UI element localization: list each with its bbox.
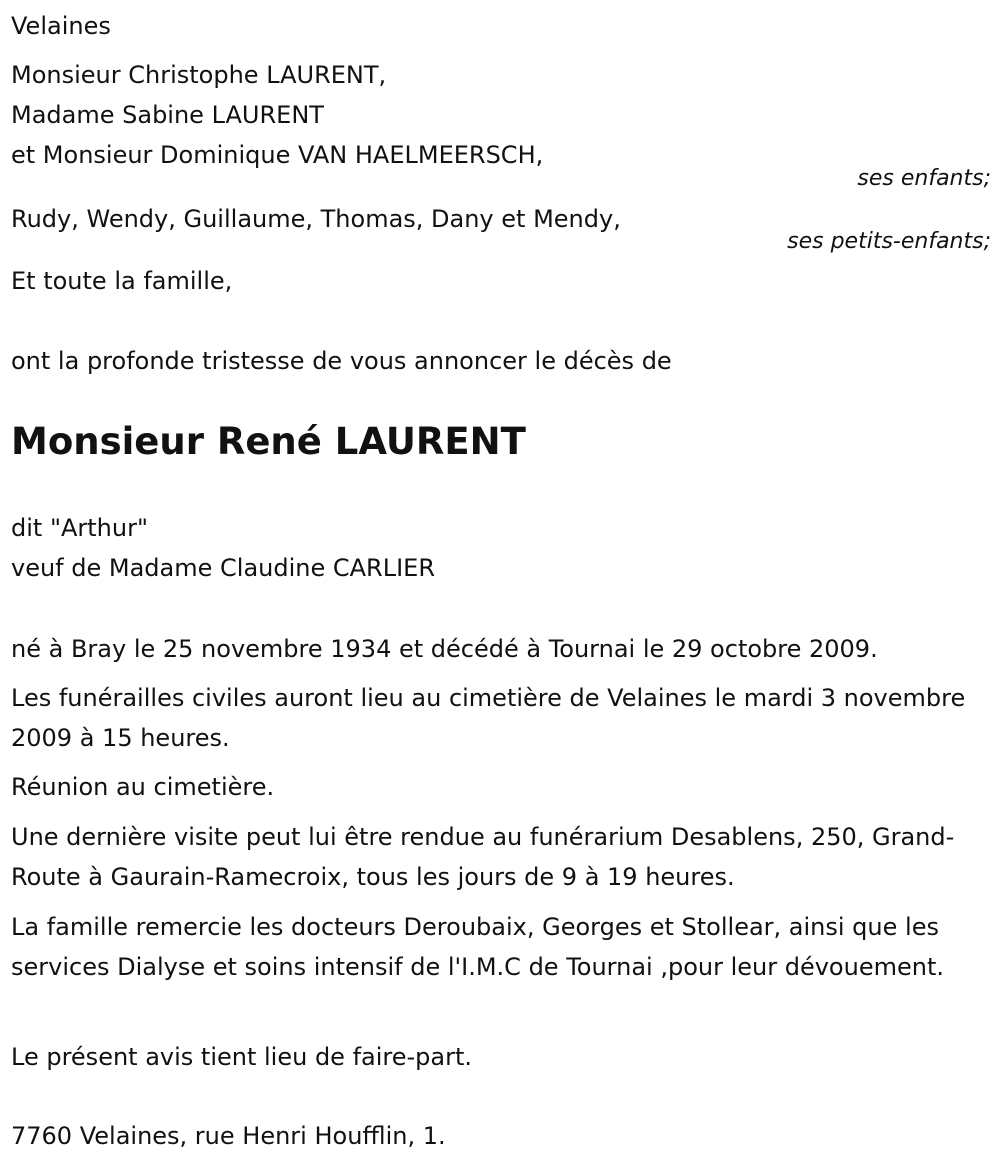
deceased-nickname: dit "Arthur" (11, 514, 149, 542)
location-header: Velaines (11, 12, 111, 40)
children-role: ses enfants; (857, 166, 991, 191)
visit-details: Une dernière visite peut lui être rendue au funérarium Desablens, 250, Grand-Route à Gaurain-Ramecroix, tous les jours de 9 à 19 heures. (11, 823, 955, 891)
grandchildren-role: ses petits-enfants; (787, 229, 991, 254)
child-line-3: et Monsieur Dominique VAN HAELMEERSCH, (11, 141, 544, 169)
family-line: Et toute la famille, (11, 267, 233, 295)
birth-death-dates: né à Bray le 25 novembre 1934 et décédé à Tournai le 29 octobre 2009. (11, 635, 878, 663)
address: 7760 Velaines, rue Henri Houfflin, 1. (11, 1122, 446, 1150)
meeting-place: Réunion au cimetière. (11, 773, 275, 801)
deceased-name: Monsieur René LAURENT (11, 420, 526, 463)
deceased-widower: veuf de Madame Claudine CARLIER (11, 554, 436, 582)
announcement: ont la profonde tristesse de vous annoncer le décès de (11, 347, 672, 375)
child-line-1: Monsieur Christophe LAURENT, (11, 61, 387, 89)
notice-line: Le présent avis tient lieu de faire-part. (11, 1043, 473, 1071)
thanks-message: La famille remercie les docteurs Deroubaix, Georges et Stollear, ainsi que les services Dialyse et soins intensif de l'I.M.C de Tournai ,pour leur dévouement. (11, 913, 944, 981)
funeral-details: Les funérailles civiles auront lieu au cimetière de Velaines le mardi 3 novembre 2009 à 15 heures. (11, 684, 966, 752)
child-line-2: Madame Sabine LAURENT (11, 101, 324, 129)
grandchildren-names: Rudy, Wendy, Guillaume, Thomas, Dany et Mendy, (11, 205, 621, 233)
